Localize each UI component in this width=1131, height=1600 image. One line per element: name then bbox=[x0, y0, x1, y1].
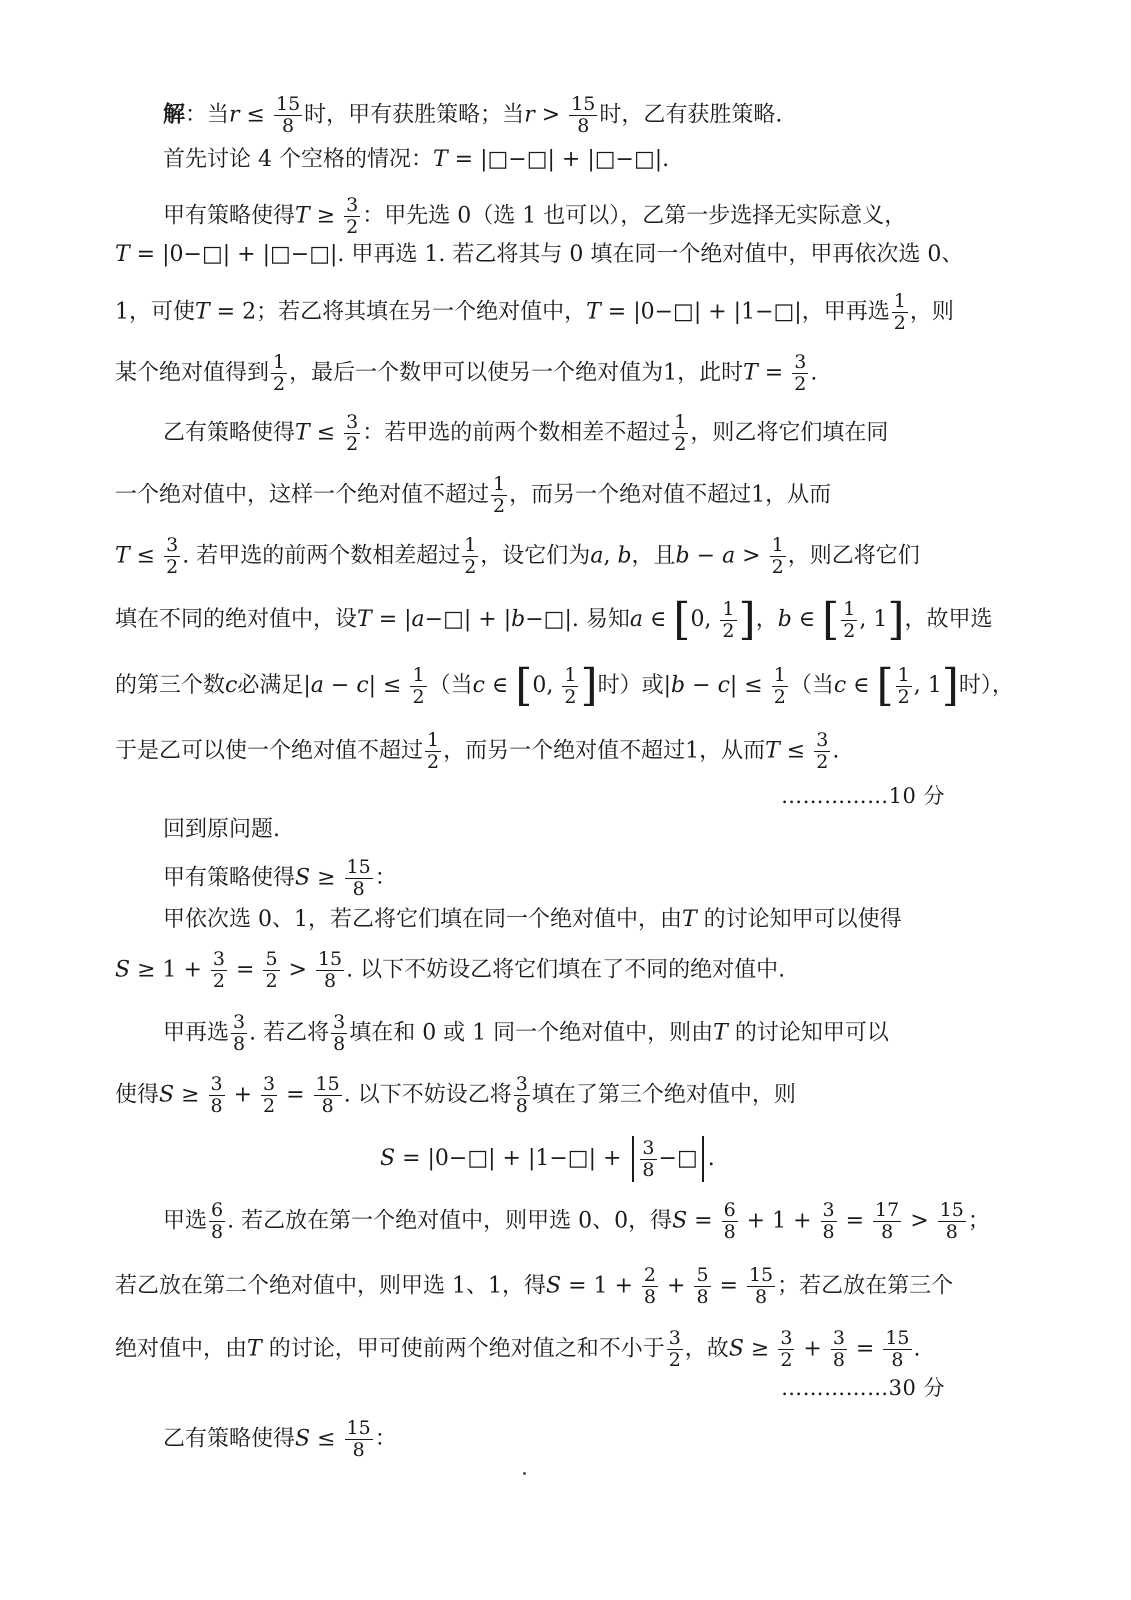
line-22: 乙有策略使得S ≤ $\frac{15}{8}$ ： bbox=[163, 1417, 397, 1461]
line-19: 甲选 $\frac{6}{8}$ . 若乙放在第一个绝对值中，则甲选 0、0，得S = $\frac{6}{8}$ + 1 + $\frac{3}{8}$ = $\frac{17}{8}$ > $\frac{15}{8}$ ； bbox=[163, 1199, 990, 1243]
line-9: 填在不同的绝对值中，设T = |a−□| + |b−□|. 易知a ∈ [0, $\frac{1}{2}$ ]，b ∈ [ $\frac{1}{2}$ , 1]，故甲选 bbox=[115, 594, 993, 645]
line-11: 于是乙可以使一个绝对值不超过 $\frac{1}{2}$ ，而另一个绝对值不超过1，从而T ≤ $\frac{3}{2}$ . bbox=[115, 729, 840, 773]
line-5: 某个绝对值得到 $\frac{1}{2}$ ，最后一个数甲可以使另一个绝对值为1，此时T = $\frac{3}{2}$ . bbox=[115, 351, 818, 395]
line-10: 的第三个数c必满足|a − c| ≤ $\frac{1}{2}$ （当c ∈ [0, $\frac{1}{2}$ ]时）或|b − c| ≤ $\frac{1}{2}$ （当c ∈ [ $\frac{1}{2}$ , 1]时）， bbox=[115, 660, 1014, 711]
score-label: ……………30 分 bbox=[781, 1376, 945, 1400]
line-17: 使得S ≥ $\frac{3}{8}$ + $\frac{3}{2}$ = $\frac{15}{8}$ . 以下不妨设乙将 $\frac{3}{8}$ 填在了第三个绝对值中，则 bbox=[115, 1073, 796, 1117]
page-dot bbox=[523, 1472, 526, 1475]
line-12: 回到原问题. bbox=[163, 817, 280, 842]
score-label: ……………10 分 bbox=[781, 784, 945, 808]
line-2: 甲有策略使得T ≥ $\frac{3}{2}$ ：甲先选 0（选 1 也可以），乙第一步选择无实际意义， bbox=[163, 194, 907, 238]
line-18: S = |0−□| + |1−□| + $\frac{3}{8}$ −□ . bbox=[380, 1136, 715, 1181]
line-8: T ≤ $\frac{3}{2}$ . 若甲选的前两个数相差超过 $\frac{1}{2}$ ，设它们为a, b，且b − a > $\frac{1}{2}$ ，则乙将它们 bbox=[115, 534, 920, 578]
line-4: 1，可使T = 2；若乙将其填在另一个绝对值中，T = |0−□| + |1−□|，甲再选 $\frac{1}{2}$ ，则 bbox=[115, 290, 954, 334]
line-13: 甲有策略使得S ≥ $\frac{15}{8}$ ： bbox=[163, 856, 397, 900]
line-15: S ≥ 1 + $\frac{3}{2}$ = $\frac{5}{2}$ > $\frac{15}{8}$ . 以下不妨设乙将它们填在了不同的绝对值中. bbox=[115, 948, 786, 992]
line-7: 一个绝对值中，这样一个绝对值不超过 $\frac{1}{2}$ ，而另一个绝对值不超过1，从而 bbox=[115, 473, 832, 517]
line-1: 首先讨论 4 个空格的情况：T = |□−□| + |□−□|. bbox=[163, 147, 670, 172]
line-14: 甲依次选 0、1，若乙将它们填在同一个绝对值中，由T 的讨论知甲可以使得 bbox=[163, 907, 902, 932]
line-3: T = |0−□| + |□−□|. 甲再选 1. 若乙将其与 0 填在同一个绝对值中，甲再依次选 0、 bbox=[115, 242, 964, 267]
line-20: 若乙放在第二个绝对值中，则甲选 1、1，得S = 1 + $\frac{2}{8}$ + $\frac{5}{8}$ = $\frac{15}{8}$ ；若乙放在第三个 bbox=[115, 1264, 954, 1308]
line-0: 解：当r ≤ $\frac{15}{8}$ 时，甲有获胜策略；当r > $\frac{15}{8}$ 时，乙有获胜策略. bbox=[163, 93, 783, 137]
line-6: 乙有策略使得T ≤ $\frac{3}{2}$ ：若甲选的前两个数相差不超过 $\frac{1}{2}$ ，则乙将它们填在同 bbox=[163, 411, 889, 455]
line-16: 甲再选 $\frac{3}{8}$ . 若乙将 $\frac{3}{8}$ 填在和 0 或 1 同一个绝对值中，则由T 的讨论知甲可以 bbox=[163, 1011, 889, 1055]
line-21: 绝对值中，由T 的讨论，甲可使前两个绝对值之和不小于 $\frac{3}{2}$ ，故S ≥ $\frac{3}{2}$ + $\frac{3}{8}$ = $\frac{15}{8}$ . bbox=[115, 1327, 921, 1371]
